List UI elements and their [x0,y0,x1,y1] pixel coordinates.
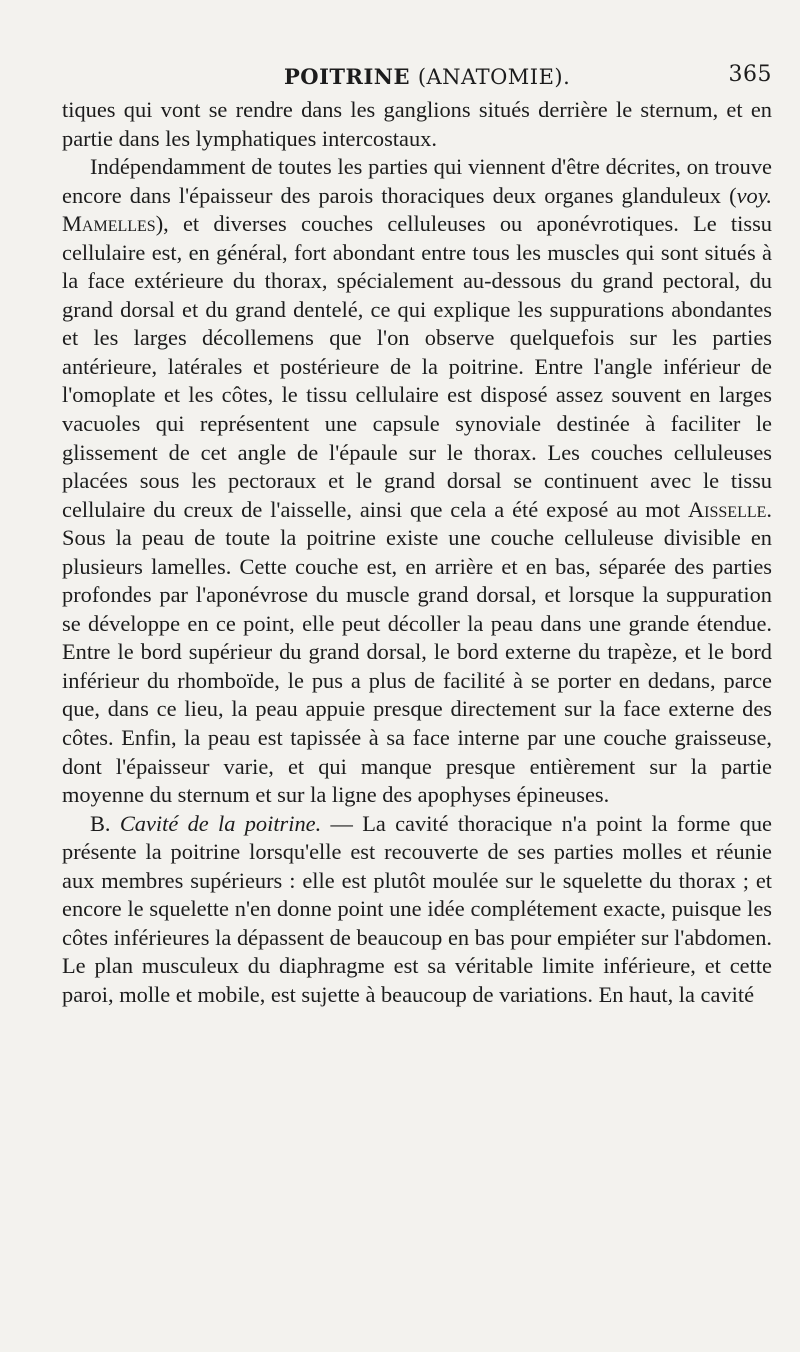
paragraph-continued [62,96,772,153]
paragraph-2-part-b: ), et diverses couches celluleuses ou aponévrotiques. Le tissu cellulaire est, en général, fort abondant entre tous les muscles qui sont situés à la face extérieure du thorax, spécialement au-dessous du grand pectoral, du grand dorsal et du grand dentelé, ce qui explique les suppurations abondantes et les larges décollemens que l'on observe quelquefois sur les parties antérieure, latérales et postérieure de la poitrine. Entre l'angle inférieur de l'omoplate et les côtes, le tissu cellulaire est disposé assez souvent en larges vacuoles qui représentent une capsule synoviale destinée à faciliter le glissement de cet angle de l'épaule sur le thorax. Les couches celluleuses placées sous les pectoraux et le grand dorsal se continuent avec le tissu cellulaire du creux de l'aisselle, ainsi que cela a été exposé au mot [62,211,772,522]
running-head [284,64,570,89]
section-title: Cavité de la poitrine. [119,810,322,836]
paragraph-3 [62,810,772,1010]
running-head-subtitle: (ANATOMIE). [417,65,571,89]
page-number: 365 [728,62,772,87]
body-text [62,96,772,1010]
mamelles-reference: Mamelles [62,211,156,237]
paragraph-1-text: tiques qui vont se rendre dans les ganglions situés derrière le sternum, et en partie dans les lymphatiques intercostaux. [62,97,772,151]
running-head-title: POITRINE [284,64,411,89]
paragraph-2 [62,153,772,810]
section-label: B. [90,810,111,836]
paragraph-2-part-c: . Sous la peau de toute la poitrine existe une couche celluleuse divisible en plusieurs lamelles. Cette couche est, en arrière et en bas, séparée des parties profondes par l'aponévrose du muscle grand dorsal, et lorsque la suppuration se développe en ce point, elle peut décoller la peau dans une grande étendue. Entre le bord supérieur du grand dorsal, le bord externe du trapèze, et le bord inférieur du rhomboïde, le pus a plus de facilité à se porter en dedans, parce que, dans ce lieu, la peau appuie presque directement sur la face externe des côtes. Enfin, la peau est tapissée à sa face interne par une couche graisseuse, dont l'épaisseur varie, et qui manque presque entièrement sur la partie moyenne du sternum et sur la ligne des apophyses épineuses. [62,496,772,808]
page-header [62,58,772,92]
paragraph-2-part-a: Indépendamment de toutes les parties qui viennent d'être décrites, on trouve encore dans l'épaisseur des parois thoraciques deux organes glanduleux ( [62,154,772,208]
aisselle-reference: Aisselle [688,496,767,522]
paragraph-3-text: — La cavité thoracique n'a point la forme que présente la poitrine lorsqu'elle est recouverte de ses parties molles et réunie aux membres supérieurs : elle est plutôt moulée sur le squelette du thorax ; et encore le squelette n'en donne point une idée complétement exacte, puisque les côtes inférieures la dépassent de beaucoup en bas pour empiéter sur l'abdomen. Le plan musculeux du diaphragme est sa véritable limite inférieure, et cette paroi, molle et mobile, est sujette à beaucoup de variations. En haut, la cavité [62,810,772,1007]
voy-reference: voy. [736,182,772,208]
